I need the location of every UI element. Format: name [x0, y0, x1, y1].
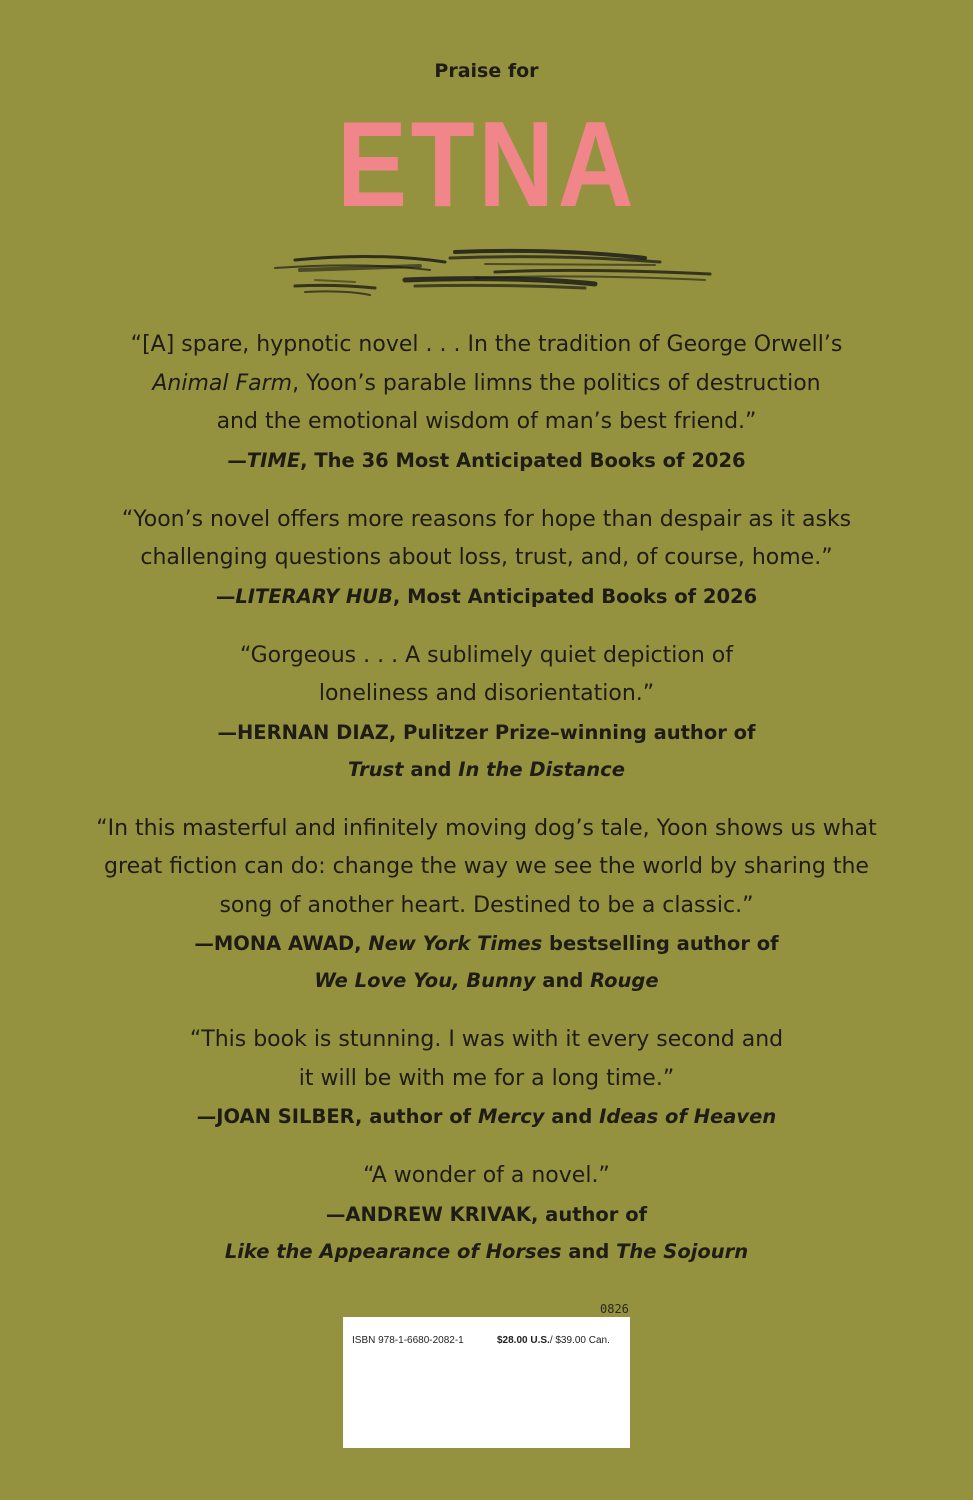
- quote-text-line: [60, 1060, 913, 1099]
- quote-text-line: [60, 501, 913, 540]
- italic-title-text: Trust: [348, 757, 404, 781]
- quote-text-line: [60, 365, 913, 404]
- quote-text-line: [60, 539, 913, 578]
- italic-title-text: Animal Farm: [152, 370, 293, 396]
- text-segment: “In this masterful and infinitely moving dog’s tale, Yoon shows us what: [96, 815, 877, 841]
- quote-attribution: [60, 751, 913, 788]
- praise-for-label: Praise for: [434, 60, 539, 82]
- text-segment: challenging questions about loss, trust, and, of course, home.”: [140, 545, 833, 570]
- text-segment: , The 36 Most Anticipated Books of 2026: [300, 448, 746, 472]
- text-segment: loneliness and disorientation.”: [318, 681, 655, 706]
- quote-attribution: [60, 1233, 913, 1270]
- book-title: [0, 96, 973, 232]
- price-can: / $39.00 Can.: [549, 1335, 610, 1346]
- text-segment: “Yoon’s novel offers more reasons for hope than despair as it asks: [121, 506, 852, 532]
- text-segment: and the emotional wisdom of man’s best friend.”: [216, 409, 757, 434]
- italic-title-text: Rouge: [590, 969, 659, 992]
- quote-text-line: [60, 637, 913, 676]
- text-segment: —: [227, 448, 247, 472]
- quote-block: [60, 1157, 913, 1270]
- text-segment: —HERNAN DIAZ, Pulitzer Prize–winning author of: [217, 720, 756, 744]
- isbn-text: ISBN 978-1-6680-2082-1: [352, 1335, 464, 1346]
- text-segment: and: [403, 757, 459, 781]
- quote-text-line: [60, 810, 913, 849]
- quote-attribution: [60, 442, 913, 479]
- text-segment: bestselling author of: [542, 932, 779, 955]
- italic-title-text: LITERARY HUB: [235, 584, 393, 608]
- quote-text-line: [60, 1157, 913, 1196]
- italic-title-text: Ideas of Heaven: [599, 1105, 777, 1128]
- praise-quotes: [60, 326, 913, 1292]
- quote-block: [60, 1021, 913, 1135]
- text-segment: —MONA AWAD,: [194, 932, 369, 955]
- quote-attribution: [60, 578, 913, 615]
- title-text: ETNA: [336, 96, 637, 232]
- quote-text-line: [60, 848, 913, 887]
- barcode-area: [343, 1317, 630, 1448]
- text-segment: song of another heart. Destined to be a classic.”: [219, 892, 754, 918]
- text-segment: , Yoon’s parable limns the politics of destruction: [292, 370, 821, 396]
- quote-text-line: [60, 1021, 913, 1060]
- quote-attribution: [60, 1196, 913, 1233]
- quote-text-line: [60, 326, 913, 365]
- quote-block: [60, 810, 913, 1000]
- price-code: 0826: [600, 1302, 629, 1316]
- text-segment: —: [215, 584, 236, 608]
- italic-title-text: New York Times: [368, 932, 543, 955]
- italic-title-text: The Sojourn: [616, 1239, 749, 1263]
- quote-block: [60, 501, 913, 615]
- text-segment: and: [544, 1105, 600, 1128]
- text-segment: —JOAN SILBER, author of: [196, 1105, 478, 1128]
- text-segment: great fiction can do: change the way we see the world by sharing the: [104, 854, 869, 879]
- scribble-decoration: [255, 240, 725, 310]
- text-segment: “A wonder of a novel.”: [363, 1163, 610, 1188]
- quote-block: [60, 637, 913, 788]
- italic-title-text: Like the Appearance of Horses: [224, 1239, 562, 1263]
- text-segment: “[A] spare, hypnotic novel . . . In the tradition of George Orwell’s: [130, 332, 843, 357]
- quote-attribution: [60, 1098, 913, 1135]
- text-segment: , Most Anticipated Books of 2026: [392, 584, 758, 608]
- quote-text-line: [60, 887, 913, 926]
- price-text: [497, 1335, 610, 1346]
- text-segment: it will be with me for a long time.”: [298, 1065, 675, 1091]
- text-segment: —ANDREW KRIVAK, author of: [325, 1202, 648, 1226]
- text-segment: and: [535, 969, 591, 992]
- title-etna-logo: [327, 96, 647, 232]
- quote-attribution: [60, 925, 913, 962]
- italic-title-text: We Love You, Bunny: [314, 969, 536, 992]
- italic-title-text: Mercy: [477, 1105, 545, 1128]
- quote-text-line: [60, 675, 913, 714]
- price-us: $28.00 U.S.: [497, 1335, 550, 1346]
- quote-block: [60, 326, 913, 479]
- text-segment: and: [561, 1239, 617, 1263]
- italic-title-text: In the Distance: [458, 757, 625, 781]
- quote-attribution: [60, 714, 913, 751]
- text-segment: “Gorgeous . . . A sublimely quiet depiction of: [239, 642, 733, 668]
- quote-attribution: [60, 962, 913, 999]
- italic-title-text: TIME: [246, 448, 301, 472]
- quote-text-line: [60, 403, 913, 442]
- text-segment: “This book is stunning. I was with it every second and: [189, 1027, 784, 1052]
